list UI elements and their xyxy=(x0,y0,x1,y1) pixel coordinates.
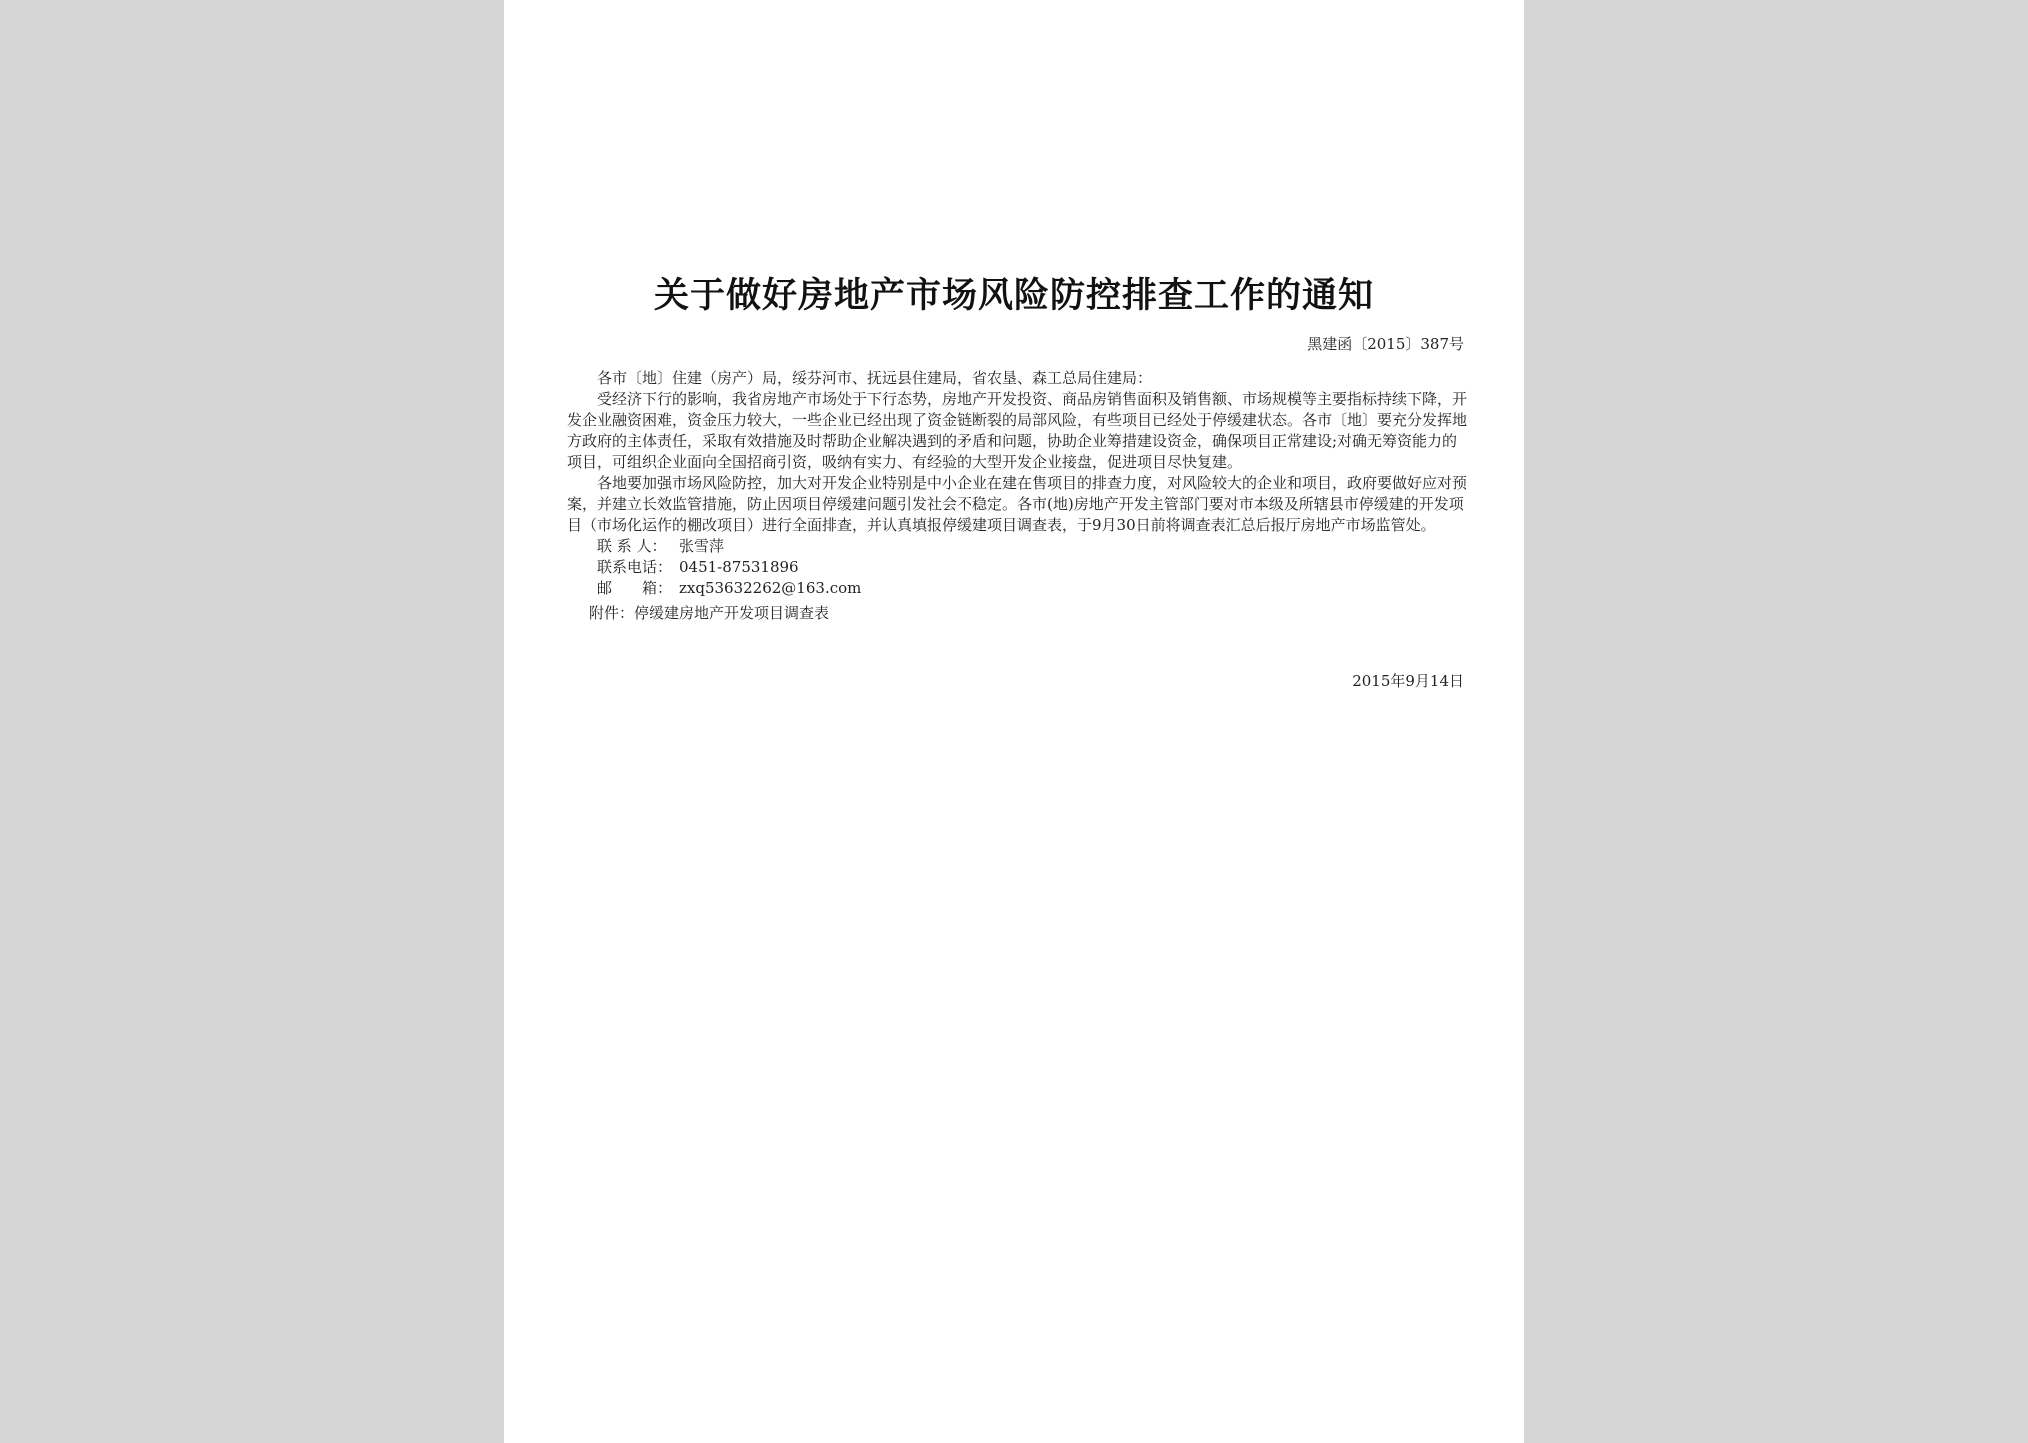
document-title: 关于做好房地产市场风险防控排查工作的通知 xyxy=(653,275,1374,316)
paragraph: 受经济下行的影响，我省房地产市场处于下行态势，房地产开发投资、商品房销售面积及销售额、市场规模等主要指标持续下降，开发企业融资困难，资金压力较大，一些企业已经出现了资金链断裂的局部风险，有些项目已经处于停缓建状态。各市〔地〕要充分发挥地方政府的主体责任，采取有效措施及时帮助企业解决遇到的矛盾和问题，协助企业筹措建设资金，确保项目正常建设;对确无筹资能力的项目，可组织企业面向全国招商引资，吸纳有实力、有经验的大型开发企业接盘，促进项目尽快复建。 xyxy=(567,390,1468,471)
contact-email xyxy=(567,578,1467,599)
contact-phone xyxy=(567,557,1467,578)
contact-phone-value: 0451-87531896 xyxy=(679,558,799,576)
attachment-line: 附件：停缓建房地产开发项目调查表 xyxy=(589,604,830,622)
paragraph: 各地要加强市场风险防控，加大对开发企业特别是中小企业在建在售项目的排查力度，对风险较大的企业和项目，政府要做好应对预案，并建立长效监管措施，防止因项目停缓建问题引发社会不稳定。各市(地)房地产开发主管部门要对市本级及所辖县市停缓建的开发项目（市场化运作的棚改项目）进行全面排查，并认真填报停缓建项目调查表，于9月30日前将调查表汇总后报厅房地产市场监管处。 xyxy=(567,474,1468,534)
document-number: 黑建函〔2015〕387号 xyxy=(1307,335,1464,353)
contact-person-value: 张雪萍 xyxy=(679,537,725,555)
contact-email-label: 邮 箱： xyxy=(597,579,673,597)
contact-email-value: zxq53632262@163.com xyxy=(679,579,862,597)
contact-phone-label: 联系电话： xyxy=(597,558,673,576)
document-date: 2015年9月14日 xyxy=(1352,672,1464,690)
contact-person xyxy=(567,536,1467,557)
contact-person-label: 联 系 人： xyxy=(597,537,667,555)
document-page xyxy=(504,0,1524,1443)
document-body xyxy=(567,368,1467,624)
salutation: 各市〔地〕住建（房产）局，绥芬河市、抚远县住建局，省农垦、森工总局住建局： xyxy=(597,369,1153,387)
